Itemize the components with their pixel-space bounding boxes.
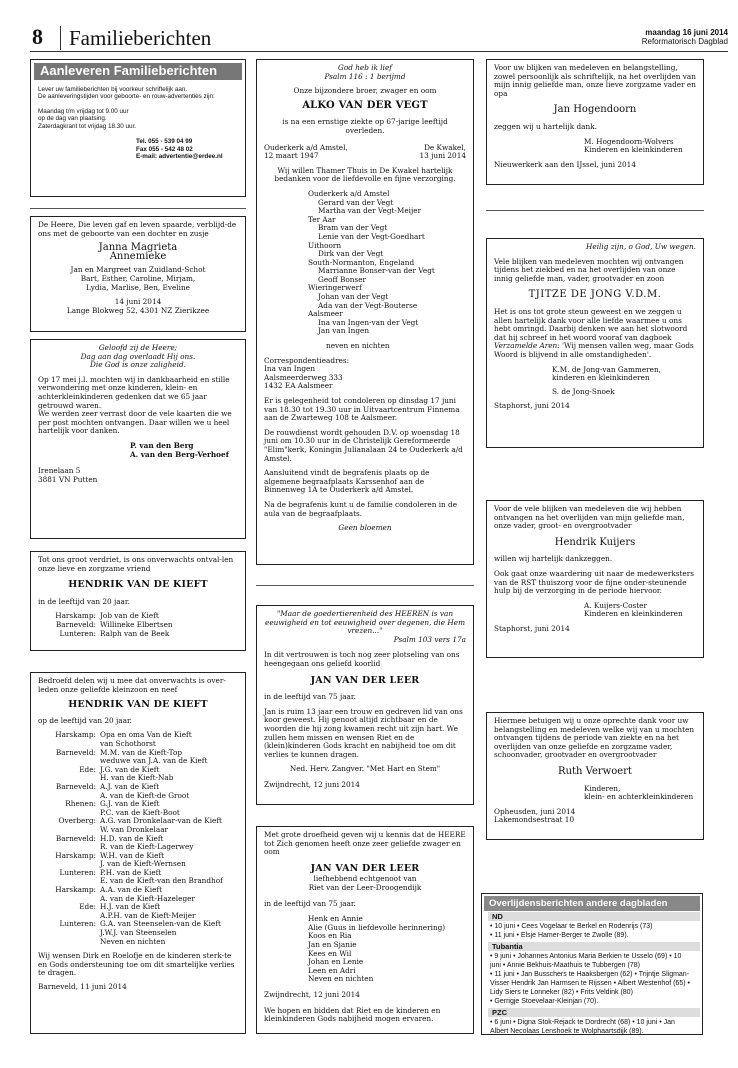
family-member: J.W.J. van Steenselen — [100, 928, 177, 938]
family-member: W. van Dronkelaar — [100, 824, 169, 834]
kieft1-family — [38, 612, 238, 638]
alko-announcement — [256, 59, 474, 565]
paper-name: ND — [484, 912, 700, 921]
family-member: Johan en Lenie — [308, 957, 364, 967]
family-member: Neven en nichten — [100, 936, 166, 946]
page-header — [30, 26, 728, 52]
family-place: Overberg: — [58, 816, 96, 826]
alko-p1: Er is gelegenheid tot condoleren op dinsdag 17 juni van 18.30 tot 19.30 uur in Uitvaartcentrum Finnema aan de Zwarteweg 108 te Aalsmeer. — [264, 396, 460, 423]
jong-sig3: S. de Jong-Snoek — [552, 386, 615, 396]
family-place: Barneveld: — [55, 747, 96, 757]
hog-intro: Voor uw blijken van medeleven en belangstelling, zowel persoonlijk als schriftelijk, na het overlijden van mijn innig geliefde man, onze lieve zorgzame vader en opa — [494, 63, 696, 98]
alko-verse1: God heb ik lief — [338, 63, 392, 72]
family-place — [38, 929, 100, 938]
family-member: Johan van der Vegt — [318, 292, 389, 302]
page-number: 8 — [32, 24, 43, 49]
family-member: J. van de Kieft-Wernsen — [100, 859, 186, 869]
berg-verse2: Dag aan dag overlaadt Hij ons. — [80, 351, 196, 361]
family-member: Koos en Ria — [308, 931, 352, 941]
jong-text: Het is ons tot grote steun geweest en we zeggen u allen hartelijk dank voor alle liefde waarmee u ons hebt omringd. Daarbij denken we aan het slotwoord dat hij schreef in het woord vooraf van dagboek — [494, 306, 688, 342]
janna-kids2: Lydia, Marlise, Ben, Eveline — [86, 282, 190, 292]
kieft1-age: in de leeftijd van 20 jaar. — [38, 596, 130, 606]
alko-corr1: Correspondentieadres: — [264, 355, 350, 365]
janna-name: Janna Magrieta — [98, 242, 178, 254]
verw-addr: Lakemondsestraat 10 — [494, 815, 575, 825]
family-member: Gerard van der Vegt — [318, 197, 394, 207]
issue-date: maandag 16 juni 2014 — [645, 28, 728, 37]
leer-family — [256, 826, 474, 1034]
leer-choir — [256, 605, 474, 805]
family-place: Ede: — [79, 764, 96, 774]
leer2-l1: liefhebbend echtgenoot van — [313, 874, 417, 884]
death-entry: • 6 juni • Digna Stok-Rejack te Dordrecht (68) • 10 juni • Jan Albert Necolaas Lenshoek te Wolphaartsdijk (89). — [490, 1019, 675, 1035]
family-member: Job van de Kieft — [100, 611, 159, 621]
family-place: Ede: — [79, 902, 96, 912]
family-member: W.H. van de Kieft — [100, 850, 165, 860]
leer1-name: JAN VAN DER LEER — [310, 674, 420, 686]
kuij-place: Staphorst, juni 2014 — [494, 623, 570, 633]
family-member: Kees en Wil — [308, 948, 352, 958]
family-member: H. van de Kieft-Nab — [100, 773, 174, 783]
jong-thanks — [486, 238, 704, 448]
aan-fax: Fax 055 - 542 48 02 — [136, 145, 193, 153]
overlijdens-title: Overlijdensberichten andere dagbladen — [484, 896, 700, 911]
leer1-place: Zwijndrecht, 12 juni 2014 — [264, 779, 360, 789]
leer1-text: Jan is ruim 13 jaar een trouw en gedreven lid van ons koor geweest. Hij genoot altijd zichtbaar en de woorden die hij zong kwamen recht uit zijn hart. We zullen hem missen en wensen Riet en de (klein)kinderen Gods kracht en nabijheid toe om dit verlies te kunnen dragen. — [264, 706, 463, 759]
family-place: Aalsmeer — [308, 309, 343, 319]
alko-thanks: Wij willen Thamer Thuis in De Kwakel hartelijk bedanken voor de liefdevolle en fijne verzorging. — [274, 165, 456, 184]
family-row — [38, 630, 238, 639]
family-member: Opa en oma Van de Kieft — [100, 730, 192, 740]
family-member: Jan van Ingen — [318, 326, 370, 336]
kuij-sig1: A. Kuijers-Coster — [584, 600, 647, 610]
jong-book: Verzamelde Aren: — [494, 341, 560, 351]
family-member: Jan en Sjanie — [308, 939, 357, 949]
family-member: Willineke Elbertsen — [100, 619, 173, 629]
family-place — [38, 938, 100, 947]
overlijdens-box — [481, 893, 703, 1035]
janna-announcement — [30, 216, 246, 332]
janna-kids: Bart, Esther, Caroline, Mirjam, — [80, 273, 196, 283]
kieft2-family — [38, 731, 238, 946]
death-entry: • 11 juni • Elsje Hamer-Berger te Zwolle (89). — [490, 932, 629, 939]
alko-p2: De rouwdienst wordt gehouden D.V. op woensdag 18 juni om 10.30 uur in de Christelijk Gereformeerde "Elim"kerk, Koningin Julianalaan 24 te Ouderkerk a/d Amstel. — [264, 427, 463, 463]
aanleveren-box — [30, 59, 246, 197]
aan-line4: op de dag van plaatsing. — [38, 115, 107, 123]
family-member: Alie (Guus in liefdevolle herinnering) — [308, 922, 446, 932]
alko-verse2: Psalm 116 : 1 berijmd — [324, 71, 406, 81]
jong-place: Staphorst, juni 2014 — [494, 401, 570, 411]
verw-name: Ruth Verwoert — [558, 765, 632, 777]
alko-intro: Onze bijzondere broer, zwager en oom — [293, 86, 437, 96]
death-entry: • 10 juni • Cees Vogelaar te Berkel en Rodenrijs (73) — [490, 923, 653, 930]
section-title: Familieberichten — [60, 26, 211, 50]
family-place: Ouderkerk a/d Amstel — [308, 188, 390, 198]
kieft2-intro: Bedroefd delen wij u mee dat onverwachts is over-leden onze geliefde kleinzoon en neef — [38, 676, 226, 694]
family-member: Leen en Adri — [308, 965, 356, 975]
alko-line: is na een ernstige ziekte op 67-jarige leeftijd overleden. — [282, 117, 448, 135]
family-member: P.H. van de Kieft — [100, 867, 162, 877]
aanleveren-title: Aanleveren Familieberichten — [34, 63, 242, 80]
family-place: Wieringerwerf — [308, 283, 362, 293]
family-member: Geoff Bonser — [318, 274, 367, 284]
overlijdens-list — [484, 912, 700, 1037]
family-place: Barneveld: — [55, 619, 96, 629]
janna-intro: De Heere, Die leven gaf en leven spaarde, verblijd-de ons met de geboorte van een dochter en zusje — [38, 220, 237, 238]
family-place: Barneveld: — [55, 781, 96, 791]
family-member: Neven en nichten — [308, 974, 374, 984]
family-row — [38, 938, 238, 947]
family-member: Ralph van de Beek — [100, 628, 170, 638]
kieft2-age: op de leeftijd van 20 jaar. — [38, 715, 132, 725]
hog-thanks: zeggen wij u hartelijk dank. — [494, 121, 597, 131]
family-place: Ter Aar — [308, 214, 336, 224]
janna-parents: Jan en Margreet van Zuidland-Schot — [70, 265, 206, 275]
alko-deathplace: De Kwakel, — [424, 142, 466, 152]
kieft1-intro: Tot ons groot verdriet, is ons onverwachts ontval-len onze lieve en zorgzame vriend — [38, 555, 234, 573]
berg-addr1: Irenelaan 5 — [38, 466, 81, 476]
aan-line1: Lever uw familieberichten bij voorkeur schriftelijk aan. — [38, 85, 188, 93]
family-member: Martha van der Vegt-Meijer — [318, 206, 422, 216]
family-member: Lenie van der Vegt-Goedhart — [318, 231, 425, 241]
janna-date: 14 juni 2014 — [114, 297, 162, 307]
jong-quote: 'Wij mensen vallen weg, maar Gods Woord is blijvend in alle omstandigheden'. — [494, 341, 694, 359]
janna-addr: Lange Blokweg 52, 4301 NZ Zierikzee — [66, 305, 210, 315]
death-entry: • 9 juni • Johannes Antonius Maria Berkien te Usselo (69) • 10 juni • Annie Bekhuis-Maathuis te Tubbergen (78) — [490, 953, 682, 969]
family-member: G.J. van de Kieft — [100, 799, 160, 809]
kieft2-place: Barneveld, 11 juni 2014 — [38, 982, 127, 991]
family-member: H.J. van de Kieft — [100, 902, 161, 912]
alko-corr4: 1432 EA Aalsmeer — [264, 381, 333, 391]
family-member: A.A. van de Kieft — [100, 885, 163, 895]
verw-sig2: klein- en achterkleinkinderen — [584, 792, 694, 802]
family-member: R. van de Kieft-Lagerwey — [100, 842, 194, 852]
aan-line2: De aanleveringstijden voor geboorte- en rouw-advertenties zijn: — [38, 93, 215, 101]
kieft-family — [30, 672, 246, 1034]
kuij-text: Ook gaat onze waardering uit naar de medewerksters van de RST thuiszorg voor de fijne onder-steunende hulp bij de verzorging in de periode hiervoor. — [494, 568, 694, 596]
berg-verse3: Die God is onze zaligheid. — [90, 360, 186, 370]
kieft2-text: Wij wensen Dirk en Roelofje en de kinderen sterk-te en Gods ondersteuning toe om dit smartelijke verlies te dragen. — [38, 951, 235, 978]
kuijers-thanks — [486, 500, 704, 658]
family-member: A. van de Kieft-de Groot — [100, 790, 190, 800]
kuij-thanks: willen wij hartelijk dankzeggen. — [494, 554, 613, 564]
janna-name2: Annemieke — [109, 250, 167, 262]
alko-birthplace: Ouderkerk a/d Amstel, — [264, 142, 348, 152]
verw-place: Opheusden, juni 2014 — [494, 806, 576, 816]
family-member: A.G. van Dronkelaar-van de Kieft — [100, 816, 222, 826]
alko-birthdate: 12 maart 1947 — [264, 151, 319, 161]
alko-corr3: Aalsmeerderweg 333 — [264, 372, 343, 382]
alko-p4: Na de begrafenis kunt u de familie condoleren in de aula van de begraafplaats. — [264, 499, 458, 518]
family-place: Barneveld: — [55, 833, 96, 843]
family-member: J.G. van de Kieft — [100, 764, 160, 774]
family-place: Lunteren: — [59, 628, 96, 638]
jong-name: TJITZE DE JONG V.D.M. — [528, 289, 662, 301]
hog-name: Jan Hogendoorn — [553, 104, 637, 116]
leer1-age: in de leeftijd van 75 jaar. — [264, 692, 356, 702]
verw-intro: Hiermee betuigen wij u onze oprechte dank voor uw belangstelling en medeleven welke wij van u mochten ontvangen tijdens de periode van ziekte en na het overlijden van onze geliefde en zorgzame vader, schoonvader, grootvader en overgrootvader — [494, 716, 695, 760]
family-member: Ada van der Vegt-Bouterse — [318, 300, 418, 310]
family-member: weduwe van J.A. van de Kieft — [100, 756, 208, 766]
hog-sig1: M. Hogendoorn-Wolvers — [584, 136, 674, 146]
family-member: van Schothorst — [100, 738, 156, 748]
family-place: Uithoorn — [308, 240, 342, 250]
family-member: A. van de Kieft-Hazeleger — [100, 893, 195, 903]
family-place: Harskamp: — [55, 885, 96, 895]
kuij-intro: Voor de vele blijken van medeleven die wij hebben ontvangen na het overlijden van mijn geliefde man, onze vader, groot- en overgrootvader — [494, 504, 685, 531]
aan-tel: Tel. 055 - 539 04 99 — [136, 138, 193, 146]
leer2-place: Zwijndrecht, 12 juni 2014 — [264, 989, 360, 999]
kuij-sig2: Kinderen en kleinkinderen — [584, 609, 683, 619]
berg-thanks — [30, 339, 246, 539]
leer1-verse2: Psalm 103 vers 17a — [393, 634, 466, 644]
leer1-sig: Ned. Herv. Zangver. "Met Hart en Stem" — [289, 764, 441, 774]
paper-entries — [484, 951, 700, 1007]
kieft2-name: HENDRIK VAN DE KIEFT — [68, 699, 208, 711]
paper-name: PZC — [484, 1008, 700, 1017]
hogendoorn-thanks — [486, 59, 704, 185]
jong-verse: Heilig zijn, o God, Uw wegen. — [586, 242, 696, 251]
alko-corr2: Ina van Ingen — [264, 364, 316, 374]
hog-sig2: Kinderen en kleinkinderen — [584, 145, 683, 155]
berg-text2: We werden zeer verrast door de vele kaarten die we per post mochten ontvangen. Daar willen we u heel hartelijk voor danken. — [38, 409, 232, 436]
berg-text: Op 17 mei j.l. mochten wij in dankbaarheid en stille verwondering met onze kinderen, klein- en achterkleinkinderen gedenken dat we 65 jaar getrouwd waren. — [38, 374, 230, 410]
divider — [30, 208, 246, 209]
berg-sig2: A. van den Berg-Verhoef — [130, 449, 229, 459]
kieft1-name: HENDRIK VAN DE KIEFT — [68, 579, 208, 591]
alko-p3: Aansluitend vindt de begrafenis plaats op de algemene begraafplaats Karssenhof aan de Binnenweg 1A te Ouderkerk a/d Amstel. — [264, 468, 430, 495]
family-place: Harskamp: — [55, 730, 96, 740]
leer2-intro: Met grote droefheid geven wij u kennis dat de HEERE tot Zich genomen heeft onze zeer geliefde zwager en oom — [264, 830, 466, 857]
paper-name: Reformatorisch Dagblad — [641, 37, 728, 46]
family-member: M.M. van de Kieft-Top — [100, 747, 183, 757]
family-member: P.C. van de Kieft-Boot — [100, 807, 180, 817]
death-entry: • Gerrigje Stoevelaar-Kleinjan (70). — [490, 998, 599, 1005]
family-place: Rhenen: — [65, 799, 96, 809]
family-member: G.A. van Steenselen-van de Kieft — [100, 919, 221, 929]
divider — [486, 210, 704, 211]
alko-name: ALKO VAN DER VEGT — [302, 99, 428, 111]
family-place: Harskamp: — [55, 850, 96, 860]
family-member: Henk en Annie — [308, 914, 363, 924]
family-member: Marrianne Bonser-van der Vegt — [318, 266, 435, 276]
kieft-friend — [30, 551, 246, 651]
berg-addr2: 3881 VN Putten — [38, 474, 98, 484]
aan-line3: Maandag t/m vrijdag tot 9.00 uur — [38, 107, 129, 115]
berg-sig1: P. van den Berg — [130, 440, 194, 450]
jong-intro: Vele blijken van medeleven mochten wij ontvangen tijdens het ziekbed en na het overlijden van onze innig geliefde man, vader, grootvader en zoon — [494, 256, 684, 283]
leer2-name: JAN VAN DER LEER — [310, 862, 420, 874]
verw-sig1: Kinderen, — [584, 783, 621, 793]
family-member: Bram van der Vegt — [318, 223, 388, 233]
alko-deathdate: 13 juni 2014 — [419, 151, 466, 161]
berg-verse1: Geloofd zij de Heere; — [98, 343, 178, 352]
divider — [256, 585, 474, 586]
paper-entries — [484, 1017, 700, 1037]
leer2-l2: Riet van der Leer-Droogendijk — [308, 882, 422, 892]
alko-flowers: Geen bloemen — [338, 523, 392, 533]
paper-entries — [484, 921, 700, 941]
family-place: South-Normanton, Engeland — [308, 257, 415, 267]
family-place: Lunteren: — [59, 919, 96, 929]
leer1-verse1: "Maar de goedertierenheid des HEEREN is van eeuwigheid en tot eeuwigheid over degenen, die Hem vrezen..." — [265, 609, 465, 636]
family-member: A.J. van de Kieft — [100, 781, 160, 791]
family-member: A.P.H. van de Kieft-Meijer — [100, 910, 196, 920]
family-member: Dirk van der Vegt — [318, 249, 384, 259]
family-member: Ina van Ingen-van der Vegt — [318, 317, 419, 327]
aan-email[interactable]: E-mail: advertentie@erdee.nl — [136, 153, 223, 161]
alko-neven: neven en nichten — [326, 341, 390, 351]
jong-sig1: K.M. de Jong-van Gammeren, — [552, 364, 661, 374]
leer2-age: in de leeftijd van 75 jaar. — [264, 898, 356, 908]
family-member: E. van de Kieft-van den Brandhof — [100, 876, 223, 886]
leer1-intro: In dit vertrouwen is toch nog zeer plotseling van ons heengegaan ons geliefd koorlid — [264, 650, 460, 668]
verwoert-thanks — [486, 712, 704, 840]
leer2-family — [264, 915, 466, 984]
alko-family — [264, 190, 466, 336]
header-date — [642, 28, 728, 46]
kuij-name: Hendrik Kuijers — [554, 536, 636, 548]
family-place: Harskamp: — [55, 611, 96, 621]
hog-place: Nieuwerkerk aan den IJssel, juni 2014 — [494, 159, 636, 169]
jong-sig2: kinderen en kleinkinderen — [552, 373, 650, 383]
leer2-text: We hopen en bidden dat Riet en de kinderen en kleinkinderen Gods nabijheid mogen ervaren. — [264, 1005, 441, 1024]
paper-name: Tubantia — [484, 942, 700, 951]
death-entry: • 11 juni • Jan Busschers te Haaksbergen (62) • Trijntje Sligman-Visser Hendrik Jan Harmsen te Rijssen • Albert Westenhof (65) • Lidy Siers te Lonneker (82) • Frits Veldink (80) — [490, 971, 690, 996]
family-place: Lunteren: — [59, 867, 96, 877]
aanleveren-body — [34, 80, 242, 167]
family-member: H.D. van de Kieft — [100, 833, 164, 843]
aan-line5: Zaterdagkrant tot vrijdag 18.30 uur. — [38, 122, 137, 130]
